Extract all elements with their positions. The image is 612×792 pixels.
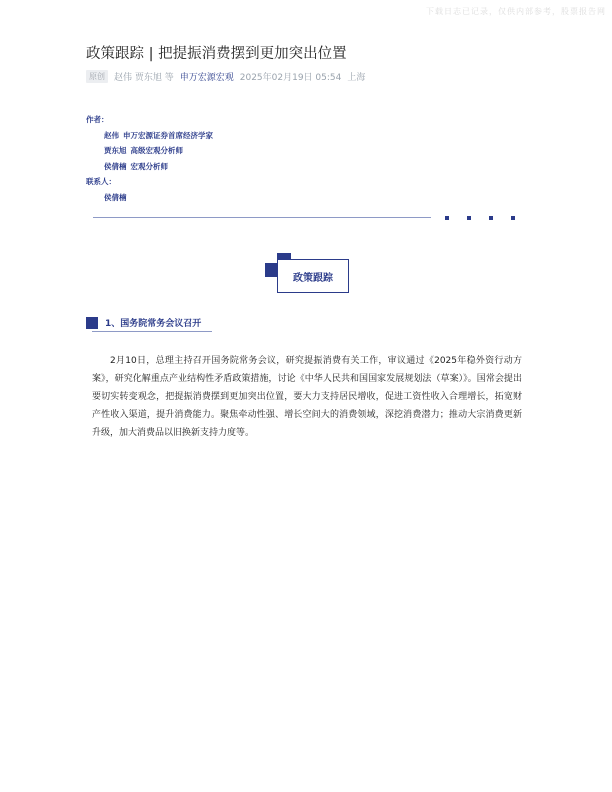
author-label: 作者： [86, 115, 109, 124]
section-body-text: 2月10日，总理主持召开国务院常务会议，研究提振消费有关工作，审议通过《2025年稳外资行动方案》，研究化解重点产业结构性矛盾政策措施，讨论《中华人民共和国国家发展规划法（草案）》。国常会提出要切实转变观念，把提振消费摆到更加突出位置，要大力支持居民增收，促进工资性收入合理增长，拓宽财产性收入渠道，提升消费能力。聚焦牵动性强、增长空间大的消费领域，深挖消费潜力；推动大宗消费更新升级，加大消费品以旧换新支持力度等。 [92, 356, 522, 438]
author-name: 赵伟 [104, 130, 119, 140]
divider-dot [467, 216, 471, 220]
divider-dot [445, 216, 449, 220]
section-underline [92, 331, 212, 332]
author-name: 贾东旭 [104, 146, 127, 155]
divider-dot [489, 216, 493, 220]
author-row [86, 159, 213, 175]
contact-label: 联系人： [86, 177, 116, 186]
watermark-text: 下载日志已记录，仅供内部参考，股票报告网 [426, 7, 606, 16]
policy-tracking-badge [265, 253, 349, 293]
author-row [86, 143, 213, 159]
section-marker [86, 317, 98, 329]
author-role: 申万宏源证券首席经济学家 [123, 130, 213, 140]
source-account-link[interactable]: 申万宏源宏观 [179, 73, 234, 83]
section-heading [86, 316, 201, 329]
authors-block [86, 112, 213, 205]
author-role: 宏观分析师 [130, 161, 168, 171]
contact-row [86, 190, 213, 206]
badge-label: 政策跟踪 [277, 259, 349, 293]
original-tag: 原创 [86, 70, 108, 83]
author-role: 高级宏观分析师 [130, 146, 183, 155]
contact-name: 侯倩楠 [104, 192, 127, 202]
divider-dot [511, 216, 515, 220]
author-row [86, 128, 213, 144]
author-name: 侯倩楠 [104, 161, 127, 171]
article-meta [86, 70, 365, 83]
section-title: 1、国务院常务会议召开 [105, 319, 202, 329]
article-title: 政策跟踪 | 把提振消费摆到更加突出位置 [86, 46, 347, 62]
publish-location: 上海 [347, 73, 366, 83]
meta-authors: 赵伟 贾东旭 等 [114, 73, 174, 83]
publish-datetime: 2025年02月19日 05:54 [239, 73, 342, 83]
header-divider [93, 217, 431, 218]
